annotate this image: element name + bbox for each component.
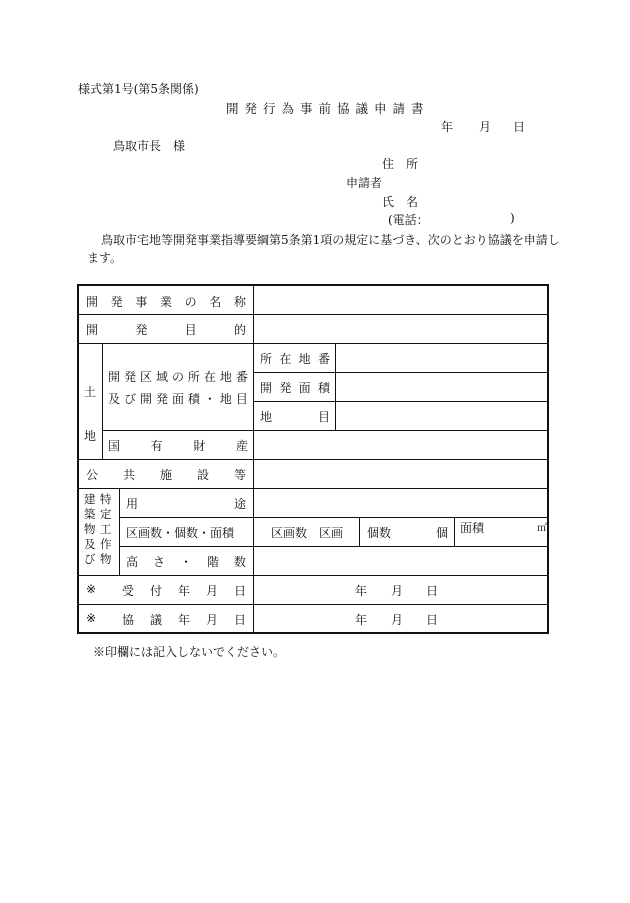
addressee: 鳥取市長 様 [113,139,186,153]
phone-label: (電話： [388,213,429,227]
date-day: 日 [513,120,526,134]
intro-line-1: 鳥取市宅地等開発事業指導要綱第5条第1項の規定に基づき、次のとおり協議を申請し [101,233,560,247]
address-label: 住 所 [382,157,419,171]
phone-close: ) [510,211,515,225]
label-received-date: 受 付 年 月 日 [122,584,246,598]
footer-note: ※印欄には記入しないでください。 [93,645,286,659]
note-mark-received: ※ [86,582,97,596]
consult-month: 月 [391,613,404,627]
date-year: 年 [441,120,454,134]
label-use: 用 途 [126,497,246,511]
label-building: 建 築 物 及 び [84,492,96,566]
received-month: 月 [391,584,404,598]
label-location-area-2: 及 び 開 発 面 積 ・ 地 目 [108,392,248,406]
label-state-property: 国 有 財 産 [108,439,248,453]
label-lot-number: 所 在 地 番 [260,352,330,366]
form-number: 様式第1号(第5条関係) [78,82,199,96]
document-title: 開発行為事前協議申請書 [226,101,430,116]
label-land-category: 地 目 [260,410,330,424]
lots-unit: 区画 [319,526,344,540]
label-land: 土 地 [84,385,97,443]
intro-line-2: ます。 [87,251,123,265]
label-location-area-1: 開 発 区 域 の 所 在 地 番 [108,370,248,384]
label-purpose: 開 発 目 的 [86,323,246,337]
label-consult-date: 協 議 年 月 日 [122,613,246,627]
label-lots-count-area: 区画数・個数・面積 [126,526,235,540]
label-building-special [81,492,119,572]
area-label: 面積 [460,521,485,535]
label-project-name: 開 発 事 業 の 名 称 [86,295,246,309]
note-mark-consult: ※ [86,611,97,625]
application-form-table [77,284,549,634]
area-unit: ㎡ [537,523,547,534]
consult-day: 日 [426,613,439,627]
applicant-label: 申請者 [346,176,383,190]
label-special-building: 特 定 工 作 物 [100,492,112,566]
lots-label: 区画数 [271,526,308,540]
consult-year: 年 [355,613,368,627]
label-public-facilities: 公 共 施 設 等 [86,468,246,482]
date-month: 月 [479,120,492,134]
count-label: 個数 [367,526,392,540]
label-height-floors: 高 さ ・ 階 数 [126,555,246,569]
name-label: 氏 名 [382,195,419,209]
received-year: 年 [355,584,368,598]
label-dev-area: 開 発 面 積 [260,381,330,395]
count-unit: 個 [436,526,449,540]
received-day: 日 [426,584,439,598]
